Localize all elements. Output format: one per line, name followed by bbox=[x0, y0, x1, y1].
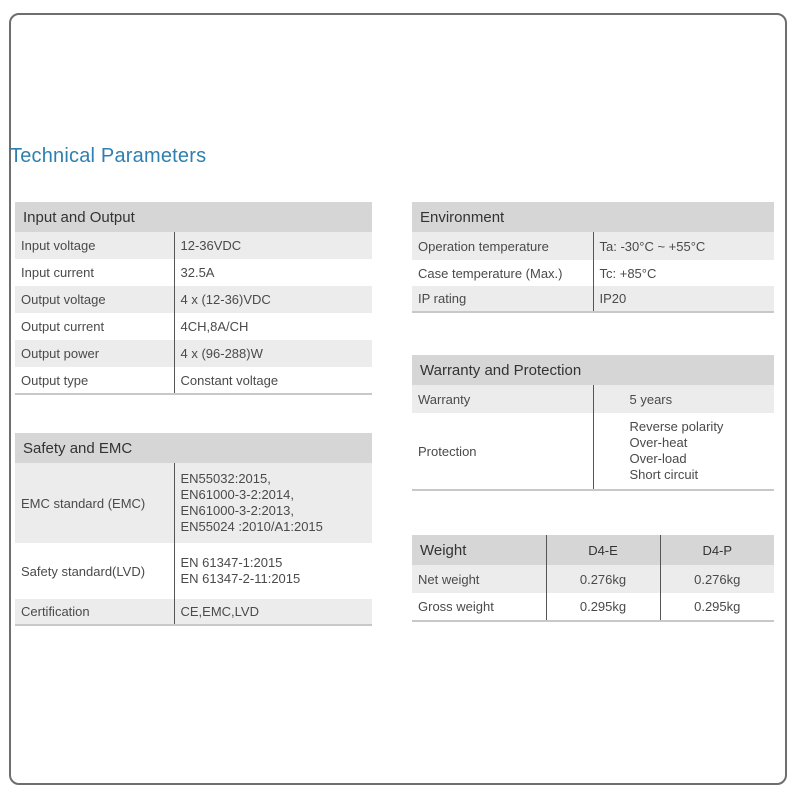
safety-emc-heading: Safety and EMC bbox=[15, 433, 372, 463]
output-current-label: Output current bbox=[15, 313, 174, 340]
net-weight-d4p: 0.276kg bbox=[660, 565, 774, 593]
certification-label: Certification bbox=[15, 599, 174, 625]
operation-temperature-value: Ta: -30°C ~ +55°C bbox=[593, 232, 774, 260]
weight-table bbox=[412, 535, 774, 622]
input-voltage-value: 12-36VDC bbox=[174, 232, 372, 259]
warranty-value: 5 years bbox=[593, 385, 774, 413]
gross-weight-d4e: 0.295kg bbox=[546, 593, 660, 621]
certification-value: CE,EMC,LVD bbox=[174, 599, 372, 625]
environment-heading: Environment bbox=[412, 202, 774, 232]
input-output-heading: Input and Output bbox=[15, 202, 372, 232]
case-temperature-value: Tc: +85°C bbox=[593, 260, 774, 286]
gross-weight-d4p: 0.295kg bbox=[660, 593, 774, 621]
output-voltage-label: Output voltage bbox=[15, 286, 174, 313]
gross-weight-label: Gross weight bbox=[412, 593, 546, 621]
output-power-label: Output power bbox=[15, 340, 174, 367]
net-weight-label: Net weight bbox=[412, 565, 546, 593]
safety-standard-label: Safety standard(LVD) bbox=[15, 543, 174, 599]
input-output-table bbox=[15, 202, 372, 395]
ip-rating-value: IP20 bbox=[593, 286, 774, 312]
input-voltage-label: Input voltage bbox=[15, 232, 174, 259]
output-voltage-value: 4 x (12-36)VDC bbox=[174, 286, 372, 313]
input-current-value: 32.5A bbox=[174, 259, 372, 286]
warranty-protection-table bbox=[412, 355, 774, 491]
operation-temperature-label: Operation temperature bbox=[412, 232, 593, 260]
input-current-label: Input current bbox=[15, 259, 174, 286]
output-current-value: 4CH,8A/CH bbox=[174, 313, 372, 340]
weight-column-d4p: D4-P bbox=[660, 535, 774, 565]
output-power-value: 4 x (96-288)W bbox=[174, 340, 372, 367]
page-title: Technical Parameters bbox=[10, 145, 207, 167]
weight-column-d4e: D4-E bbox=[546, 535, 660, 565]
environment-table bbox=[412, 202, 774, 313]
weight-heading: Weight bbox=[412, 535, 546, 565]
safety-emc-table bbox=[15, 433, 372, 626]
emc-standard-value: EN55032:2015, EN61000-3-2:2014, EN61000-3-2:2013, EN55024 :2010/A1:2015 bbox=[174, 463, 372, 543]
protection-value: Reverse polarity Over-heat Over-load Short circuit bbox=[593, 413, 774, 490]
safety-standard-value: EN 61347-1:2015 EN 61347-2-11:2015 bbox=[174, 543, 372, 599]
protection-label: Protection bbox=[412, 413, 593, 490]
warranty-protection-heading: Warranty and Protection bbox=[412, 355, 774, 385]
warranty-label: Warranty bbox=[412, 385, 593, 413]
emc-standard-label: EMC standard (EMC) bbox=[15, 463, 174, 543]
ip-rating-label: IP rating bbox=[412, 286, 593, 312]
net-weight-d4e: 0.276kg bbox=[546, 565, 660, 593]
output-type-value: Constant voltage bbox=[174, 367, 372, 394]
case-temperature-label: Case temperature (Max.) bbox=[412, 260, 593, 286]
output-type-label: Output type bbox=[15, 367, 174, 394]
